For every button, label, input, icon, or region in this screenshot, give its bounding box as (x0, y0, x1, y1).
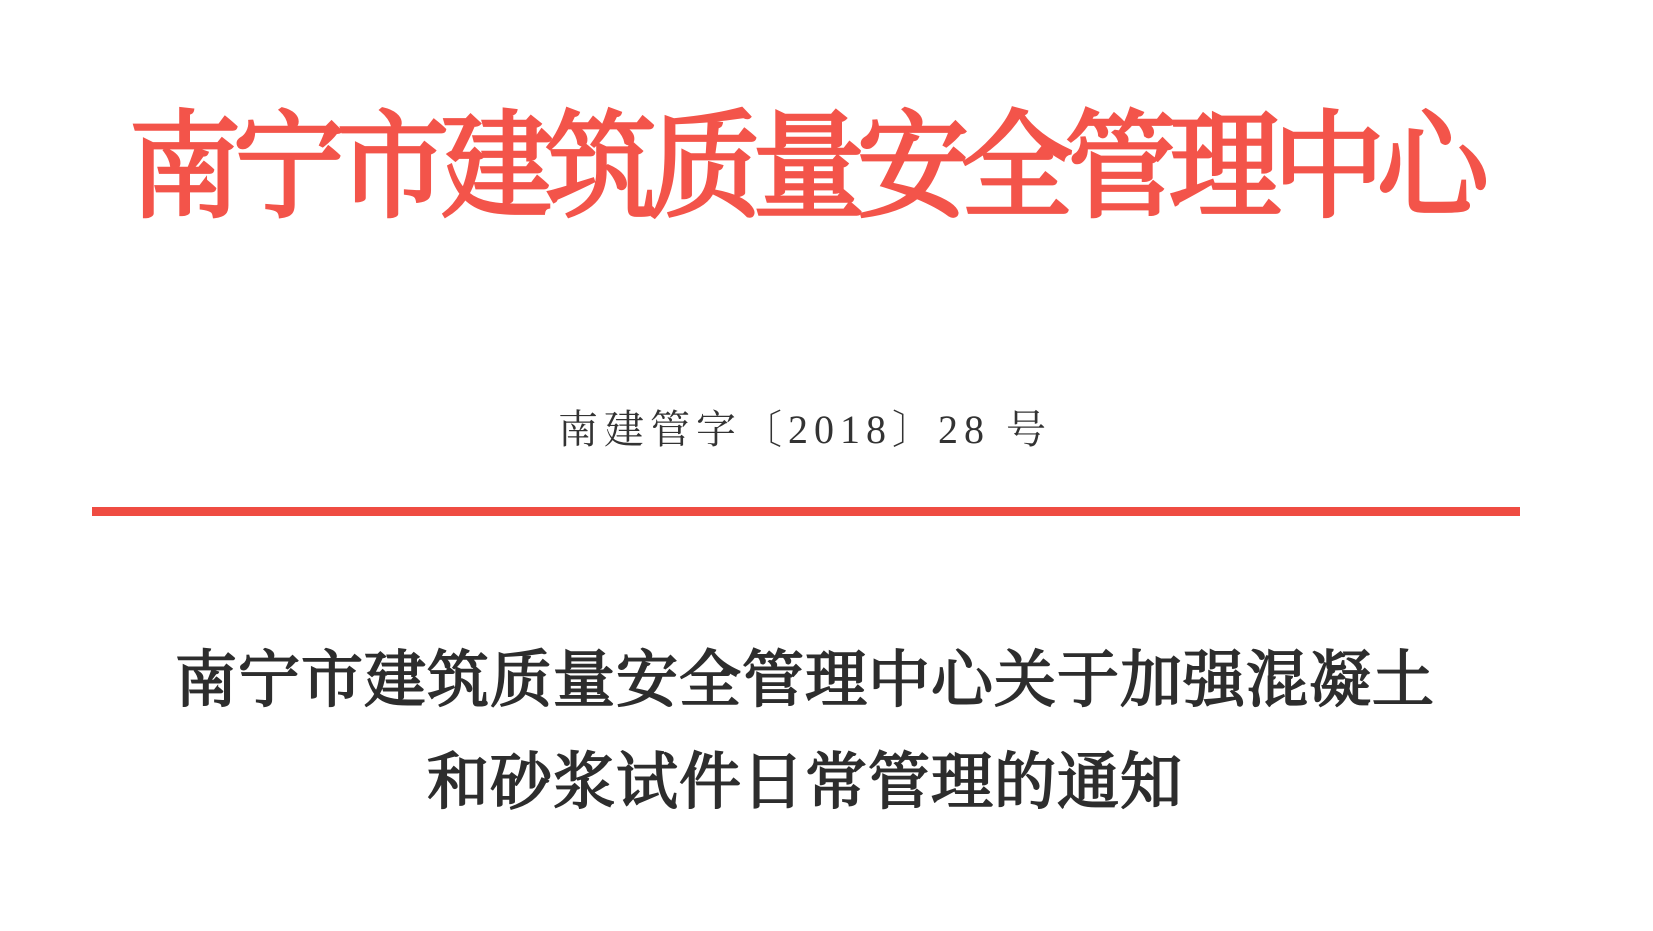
notice-title-line1: 南宁市建筑质量安全管理中心关于加强混凝土 (174, 647, 1435, 716)
agency-header-title: 南宁市建筑质量安全管理中心 (129, 104, 1481, 233)
notice-title (90, 630, 1520, 834)
official-document-page (90, 0, 1520, 931)
document-number: 南建管字〔2018〕28 号 (558, 407, 1052, 453)
notice-title-line2: 和砂浆试件日常管理的通知 (426, 749, 1183, 818)
red-divider-line (92, 507, 1520, 516)
